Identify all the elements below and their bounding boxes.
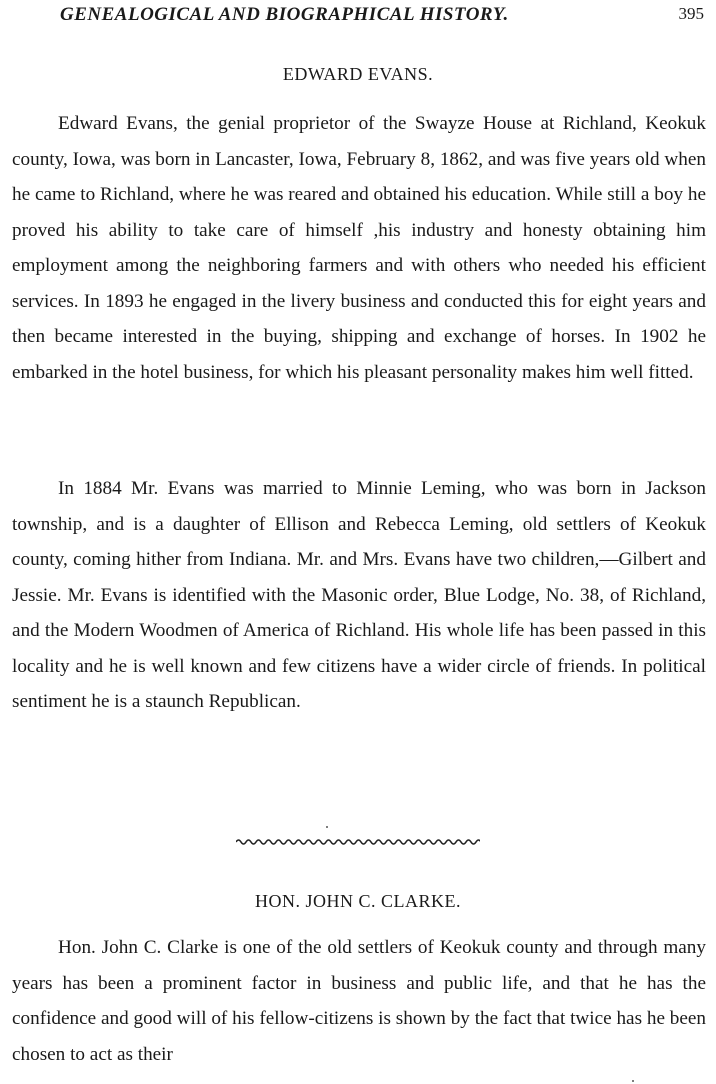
scan-speck	[326, 826, 328, 828]
paragraph-evans-2: In 1884 Mr. Evans was married to Minnie Leming, who was born in Jackson township, and is a daughter of Ellison and Rebecca Leming, old settlers of Keokuk county, coming hither from Indiana. Mr. and Mrs. Evans have two children,—Gilbert and Jessie. Mr. Evans is identified with the Masonic order, Blue Lodge, No. 38, of Richland, and the Modern Woodmen of America of Richland. His whole life has been passed in this locality and he is well known and few citizens have a wider circle of friends. In political sentiment he is a staunch Republican.	[12, 478, 706, 712]
article-title-john-c-clarke: HON. JOHN C. CLARKE.	[254, 891, 461, 911]
article-title-edward-evans: EDWARD EVANS.	[282, 64, 434, 84]
paragraph-evans-1: Edward Evans, the genial proprietor of the Swayze House at Richland, Keokuk county, Iowa, was born in Lancaster, Iowa, February 8, 1862, and was five years old when he came to Richland, where he was reared and obtained his education. While still a boy he proved his ability to take care of himself ,his industry and honesty obtaining him employment among the neighboring farmers and with others who needed his efficient services. In 1893 he engaged in the livery business and conducted this for eight years and then became interested in the buying, shipping and exchange of horses. In 1902 he embarked in the hotel business, for which his pleasant personality makes him well fitted.	[12, 113, 706, 383]
page-number: 395	[678, 4, 704, 23]
wavy-divider	[236, 836, 480, 848]
running-head: GENEALOGICAL AND BIOGRAPHICAL HISTORY.	[60, 4, 509, 25]
paragraph-clarke-1: Hon. John C. Clarke is one of the old settlers of Keokuk county and through many years has been a prominent factor in business and public life, and that he has the confidence and good will of his fellow-citizens is shown by the fact that twice has he been chosen to act as their	[12, 937, 706, 1065]
scan-speck	[632, 1080, 634, 1082]
